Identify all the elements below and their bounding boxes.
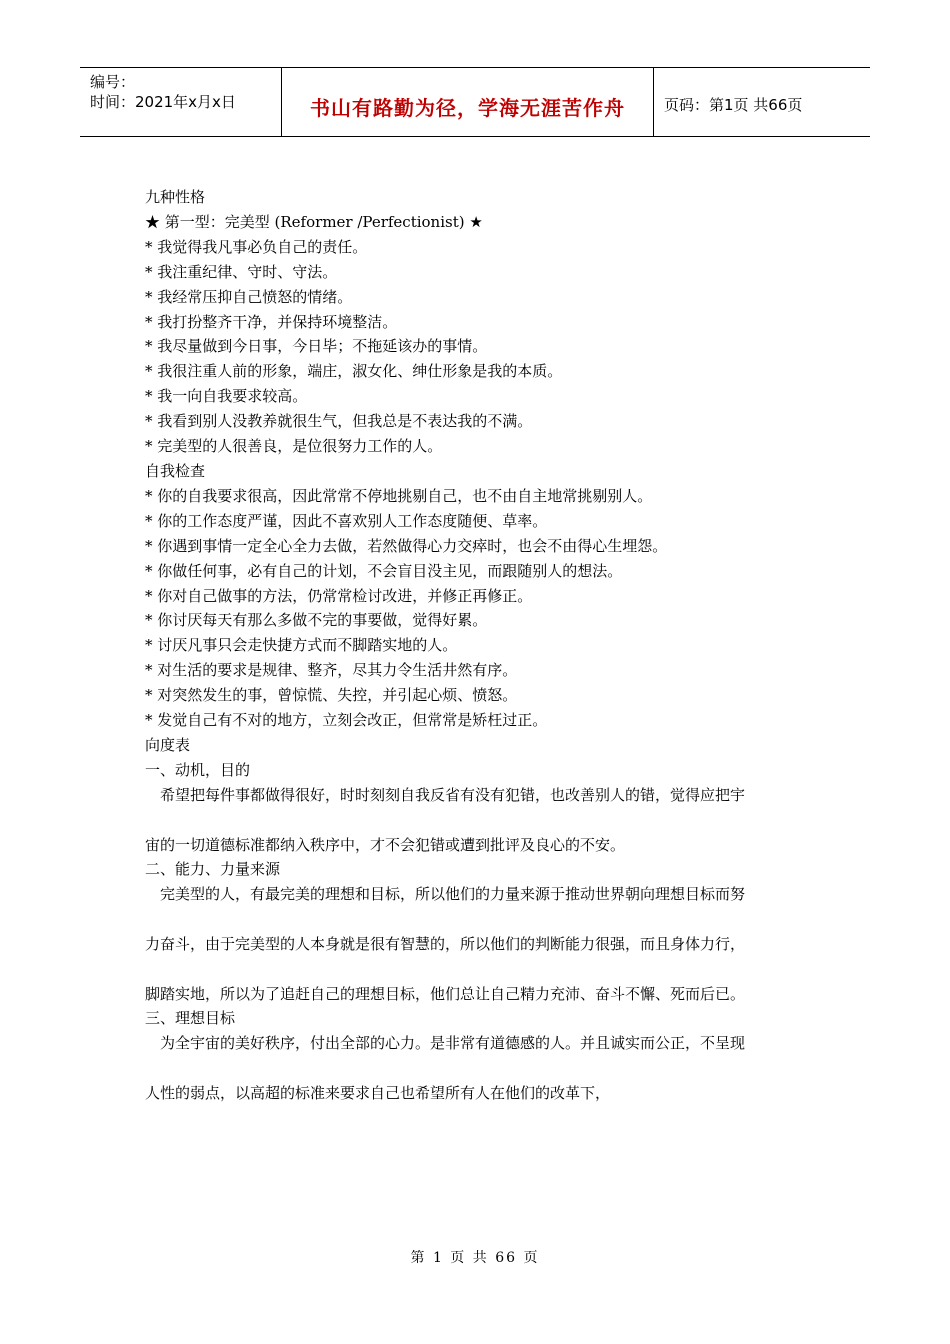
section2-heading: 二、能力、力量来源 [145,859,281,878]
header-motto-cell [282,68,654,136]
self-check-item: * 讨厌凡事只会走快捷方式而不脚踏实地的人。 [145,636,458,655]
trait-item: * 我一向自我要求较高。 [145,387,308,406]
scale-heading: 向度表 [145,735,191,754]
self-check-item: * 你的工作态度严谨，因此不喜欢别人工作态度随便、草率。 [145,511,548,530]
self-check-list [145,484,755,733]
self-check-item: * 你讨厌每天有那么多做不完的事要做，觉得好累。 [145,611,488,630]
section2-paragraph: 完美型的人，有最完美的理想和目标，所以他们的力量来源于推动世界朝向理想目标而努力奋斗，由于完美型的人本身就是很有智慧的，所以他们的判断能力很强，而且身体力行，脚踏实地，所以为了追赶自己的理想目标，他们总让自己精力充沛、奋斗不懈、死而后已。 [145,884,746,1003]
trait-item: * 我经常压抑自己愤怒的情绪。 [145,287,353,306]
self-check-item: * 你做任何事，必有自己的计划，不会盲目没主见，而跟随别人的想法。 [145,561,623,580]
header-page-info: 页码：第1页 共66页 [664,96,803,114]
self-check-item: * 你的自我要求很高，因此常常不停地挑剔自己，也不由自主地常挑剔别人。 [145,486,653,505]
section3-heading: 三、理想目标 [145,1008,236,1027]
document-number-label: 编号： [90,73,136,91]
section1-heading: 一、动机，目的 [145,760,251,779]
trait-item: * 我打扮整齐干净，并保持环境整洁。 [145,312,398,331]
section1-paragraph: 希望把每件事都做得很好，时时刻刻自我反省有没有犯错，也改善别人的错，觉得应把宇宙的一切道德标准都纳入秩序中，才不会犯错或遭到批评及良心的不安。 [145,785,746,854]
trait-item: * 我很注重人前的形象，端庄，淑女化、绅仕形象是我的本质。 [145,362,563,381]
trait-item: * 我注重纪律、守时、守法。 [145,262,338,281]
trait-item: * 我尽量做到今日事，今日毕；不拖延该办的事情。 [145,337,488,356]
page-header [80,67,870,137]
header-motto: 书山有路勤为径，学海无涯苦作舟 [310,96,625,120]
header-page-cell [654,68,870,136]
self-check-item: * 对生活的要求是规律、整齐，尽其力令生活井然有序。 [145,661,518,680]
trait-item: * 我看到别人没教养就很生气，但我总是不表达我的不满。 [145,412,533,431]
document-body [145,185,755,1105]
header-left-cell [80,68,282,136]
trait-list [145,235,755,459]
self-check-heading: 自我检查 [145,461,206,480]
trait-item: * 完美型的人很善良，是位很努力工作的人。 [145,437,443,456]
document-title: 九种性格 [145,188,206,206]
page-footer: 第 1 页 共 66 页 [410,1250,540,1266]
self-check-item: * 发觉自己有不对的地方，立刻会改正，但常常是矫枉过正。 [145,711,548,730]
self-check-item: * 你遇到事情一定全心全力去做，若然做得心力交瘁时，也会不由得心生埋怨。 [145,536,668,555]
self-check-item: * 对突然发生的事，曾惊慌、失控，并引起心烦、愤怒。 [145,686,518,705]
self-check-item: * 你对自己做事的方法，仍常常检讨改进，并修正再修正。 [145,586,533,605]
section3-paragraph: 为全宇宙的美好秩序，付出全部的心力。是非常有道德感的人。并且诚实而公正，不呈现人性的弱点，以高超的标准来要求自己也希望所有人在他们的改革下， [145,1033,746,1102]
trait-item: * 我觉得我凡事必负自己的责任。 [145,237,368,256]
document-date-label: 时间：2021年x月x日 [90,93,236,111]
type-heading: ★ 第一型：完美型 (Reformer /Perfectionist) ★ [145,212,483,231]
